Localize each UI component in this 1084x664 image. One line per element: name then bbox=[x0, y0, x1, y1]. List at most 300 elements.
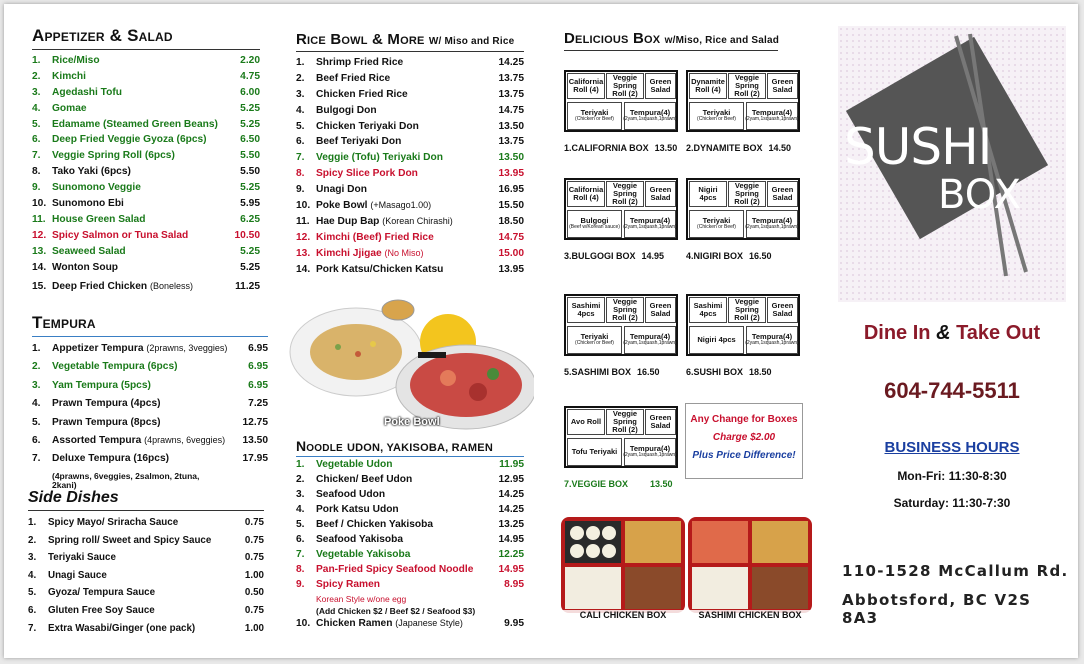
compartment-label: Veggie Spring Roll (2) bbox=[612, 181, 638, 206]
item-name bbox=[52, 417, 243, 428]
item-name-text: Beef Fried Rice bbox=[316, 72, 391, 84]
box-compartment bbox=[624, 210, 676, 238]
dine-in-text: Dine In bbox=[863, 322, 931, 344]
item-name-text: Kimchi bbox=[52, 70, 86, 82]
item-number: 12. bbox=[296, 231, 311, 243]
bento-box-card bbox=[686, 178, 800, 240]
item-name bbox=[316, 105, 499, 116]
item-name-text: Beef Teriyaki Don bbox=[316, 136, 402, 148]
item-price: 16.95 bbox=[498, 184, 524, 196]
compartment-detail: (Chicken or Beef) bbox=[697, 116, 736, 123]
item-price: 0.75 bbox=[244, 552, 264, 564]
box-name: 2.DYNAMITE BOX bbox=[686, 143, 763, 153]
box-compartment bbox=[624, 326, 676, 354]
dine-in-take-out bbox=[838, 322, 1066, 345]
menu-item bbox=[296, 57, 524, 73]
item-price: 13.75 bbox=[498, 88, 524, 100]
compartment-label: Green Salad bbox=[649, 413, 672, 430]
menu-item bbox=[32, 380, 268, 398]
menu-item bbox=[296, 136, 524, 152]
box-compartment bbox=[728, 297, 766, 323]
change-note-line1: Any Change for Boxes bbox=[690, 414, 798, 425]
box-compartment bbox=[645, 73, 676, 99]
compartment-label: Green Salad bbox=[649, 185, 672, 202]
item-price: 14.95 bbox=[498, 534, 524, 545]
menu-item bbox=[296, 184, 524, 200]
item-name bbox=[52, 55, 240, 66]
menu-item bbox=[296, 459, 524, 474]
item-name bbox=[316, 579, 504, 590]
bento-box-card bbox=[564, 406, 678, 468]
box-name: 7.VEGGIE BOX bbox=[564, 479, 629, 489]
item-number: 3. bbox=[32, 86, 41, 98]
compartment-label: Nigiri 4pcs bbox=[697, 335, 736, 345]
compartment-label: California Roll (4) bbox=[568, 77, 604, 94]
item-name bbox=[48, 517, 245, 528]
item-price: 0.75 bbox=[244, 534, 264, 546]
menu-item bbox=[296, 168, 524, 184]
item-name-text: Prawn Tempura (8pcs) bbox=[52, 416, 161, 428]
compartment-label: Veggie Spring Roll (2) bbox=[612, 73, 638, 98]
item-name bbox=[52, 262, 240, 273]
compartment-detail: (Chicken or Beef) bbox=[575, 340, 614, 347]
item-price: 6.95 bbox=[248, 379, 268, 391]
item-name-text: Unagi Don bbox=[316, 184, 367, 196]
menu-item bbox=[32, 182, 260, 198]
address-line2: Abbotsford, BC V2S 8A3 bbox=[842, 591, 1032, 627]
item-number: 4. bbox=[296, 504, 305, 515]
item-number: 9. bbox=[296, 579, 305, 590]
appetizer-section bbox=[32, 26, 260, 297]
item-name-text: Chicken Ramen bbox=[316, 618, 393, 629]
menu-item bbox=[32, 398, 268, 416]
item-price: 13.95 bbox=[498, 168, 524, 180]
item-name-text: Seaweed Salad bbox=[52, 245, 126, 257]
menu-item bbox=[28, 552, 264, 570]
compartment-label: Green Salad bbox=[649, 301, 672, 318]
item-name-text: Chicken Fried Rice bbox=[316, 88, 408, 100]
item-name-text: Gomae bbox=[52, 102, 87, 114]
item-number: 10. bbox=[296, 200, 311, 212]
item-number: 5. bbox=[296, 120, 305, 132]
item-name-text: Unagi Sauce bbox=[48, 569, 107, 581]
item-price: 5.25 bbox=[240, 102, 260, 114]
item-name-text: Seafood Udon bbox=[316, 489, 386, 500]
item-price: 6.95 bbox=[248, 361, 268, 373]
item-name bbox=[52, 380, 248, 391]
noodle-section bbox=[296, 438, 524, 633]
item-number: 4. bbox=[32, 102, 41, 114]
menu-item bbox=[296, 216, 524, 232]
item-number: 4. bbox=[28, 569, 37, 581]
divider bbox=[564, 50, 778, 51]
item-number: 14. bbox=[296, 263, 311, 275]
box-compartment bbox=[567, 326, 622, 354]
box-title-text: Delicious Box bbox=[564, 30, 661, 47]
compartment-label: California Roll (4) bbox=[568, 185, 604, 202]
item-number: 10. bbox=[296, 618, 311, 629]
compartment-label: Teriyaki bbox=[580, 108, 609, 118]
item-note: (No Miso) bbox=[384, 247, 424, 258]
box-compartment bbox=[767, 297, 798, 323]
bento-box-image bbox=[561, 517, 685, 613]
item-name-text: Vegetable Udon bbox=[316, 459, 393, 470]
appetizer-list bbox=[32, 55, 260, 297]
item-name-text: Pork Katsu Udon bbox=[316, 504, 399, 515]
box-price: 14.95 bbox=[641, 251, 665, 261]
menu-item bbox=[32, 361, 268, 379]
item-name-text: Vegetable Tempura (6pcs) bbox=[52, 361, 178, 373]
item-number: 9. bbox=[32, 182, 41, 194]
box-compartment bbox=[567, 438, 622, 466]
item-name bbox=[316, 489, 499, 500]
compartment-label: Tempura(4) bbox=[629, 332, 671, 342]
item-name-text: Sunomono Ebi bbox=[52, 198, 124, 210]
item-name bbox=[52, 103, 240, 114]
menu-item bbox=[296, 200, 524, 216]
menu-item bbox=[296, 549, 524, 564]
item-name bbox=[52, 361, 248, 372]
item-name bbox=[52, 398, 248, 409]
item-number: 6. bbox=[32, 134, 41, 146]
bento-box-card bbox=[686, 294, 800, 356]
item-price: 10.50 bbox=[234, 229, 260, 241]
box-name: 3.BULGOGI BOX bbox=[564, 251, 636, 261]
item-number: 6. bbox=[28, 604, 37, 616]
rice-bowl-section bbox=[296, 31, 524, 279]
compartment-detail: (2yam,1squash,1prawn) bbox=[745, 340, 799, 347]
box-compartment bbox=[645, 409, 676, 435]
item-number: 3. bbox=[28, 552, 37, 564]
menu-item bbox=[32, 246, 260, 262]
compartment-detail: (Chicken or Beef) bbox=[697, 224, 736, 231]
box-title bbox=[564, 30, 814, 47]
divider bbox=[32, 336, 268, 337]
menu-item bbox=[296, 89, 524, 105]
item-name bbox=[316, 618, 504, 629]
item-price: 14.25 bbox=[498, 57, 524, 68]
item-price: 6.25 bbox=[240, 213, 260, 225]
item-name bbox=[316, 232, 499, 243]
item-name-text: Deep Fried Chicken bbox=[52, 281, 148, 293]
item-price: 6.95 bbox=[248, 343, 268, 354]
item-name bbox=[316, 184, 499, 195]
item-price: 13.95 bbox=[498, 263, 524, 275]
bento-box-card bbox=[564, 178, 678, 240]
item-number: 7. bbox=[296, 152, 305, 164]
item-number: 6. bbox=[296, 534, 305, 545]
item-note: (+Masago1.00) bbox=[370, 200, 432, 211]
item-price: 5.25 bbox=[240, 182, 260, 194]
box-compartment bbox=[567, 210, 622, 238]
item-number: 15. bbox=[32, 281, 47, 293]
item-number: 14. bbox=[32, 261, 47, 273]
item-number: 10. bbox=[32, 198, 47, 210]
menu-item bbox=[32, 343, 268, 361]
item-name-text: Vegetable Yakisoba bbox=[316, 549, 411, 560]
logo-text-box: BOX bbox=[938, 172, 1022, 218]
box-name-price bbox=[564, 479, 673, 489]
item-name bbox=[316, 73, 499, 84]
ramen-note-style: Korean Style w/one egg bbox=[316, 594, 407, 604]
item-price: 8.95 bbox=[504, 579, 524, 590]
item-price: 14.75 bbox=[498, 231, 524, 243]
item-price: 13.25 bbox=[498, 519, 524, 530]
item-name-text: Spicy Slice Pork Don bbox=[316, 168, 418, 180]
item-name-text: Hae Dup Bap bbox=[316, 215, 380, 227]
menu-item bbox=[28, 570, 264, 588]
compartment-detail: (2yam,1squash,1prawn) bbox=[745, 224, 799, 231]
item-number: 7. bbox=[32, 453, 41, 465]
item-name bbox=[52, 119, 240, 130]
item-name-text: Appetizer Tempura bbox=[52, 343, 144, 354]
item-price: 13.75 bbox=[498, 136, 524, 148]
item-number: 6. bbox=[32, 434, 41, 446]
menu-item bbox=[32, 453, 268, 471]
item-name bbox=[52, 198, 240, 209]
business-hours-title: BUSINESS HOURS bbox=[884, 439, 1020, 456]
logo-text-sushi: SUSHI bbox=[844, 118, 992, 176]
item-name bbox=[52, 246, 240, 257]
phone-number[interactable]: 604-744-5511 bbox=[884, 378, 1020, 403]
menu-item bbox=[32, 262, 260, 278]
menu-item bbox=[32, 150, 260, 166]
item-price: 5.25 bbox=[240, 245, 260, 257]
box-compartment bbox=[567, 297, 605, 323]
item-name-text: Assorted Tempura bbox=[52, 434, 142, 446]
item-price: 0.50 bbox=[244, 587, 264, 599]
compartment-detail: (Chicken or Beef) bbox=[575, 116, 614, 123]
item-price: 1.00 bbox=[244, 622, 264, 634]
item-name-text: Kimchi Jjigae bbox=[316, 247, 382, 259]
sushi-box-logo bbox=[838, 26, 1066, 302]
item-name-text: Beef / Chicken Yakisoba bbox=[316, 519, 434, 530]
menu-item bbox=[296, 489, 524, 504]
sashimi-chicken-box-caption: SASHIMI CHICKEN BOX bbox=[688, 610, 812, 620]
item-note: (Japanese Style) bbox=[395, 618, 463, 628]
compartment-label: Teriyaki bbox=[702, 216, 731, 226]
item-name bbox=[316, 168, 499, 179]
item-number: 7. bbox=[28, 622, 37, 634]
bento-box-card bbox=[564, 70, 678, 132]
item-name-text: Agedashi Tofu bbox=[52, 86, 122, 98]
item-name bbox=[316, 564, 499, 575]
fried-rice-and-poke-bowl-image bbox=[288, 292, 534, 432]
box-name-price bbox=[564, 367, 660, 377]
item-name-text: Prawn Tempura (4pcs) bbox=[52, 398, 161, 410]
compartment-label: Green Salad bbox=[771, 185, 794, 202]
item-number: 3. bbox=[32, 379, 41, 391]
box-compartment bbox=[689, 73, 727, 99]
item-price: 5.25 bbox=[240, 118, 260, 130]
item-name-text: Chicken/ Beef Udon bbox=[316, 474, 413, 485]
compartment-label: Tofu Teriyaki bbox=[571, 447, 618, 457]
item-number: 5. bbox=[32, 416, 41, 428]
menu-item bbox=[32, 230, 260, 246]
menu-item bbox=[296, 504, 524, 519]
noodle-list bbox=[296, 459, 524, 633]
item-name-text: Deep Fried Veggie Gyoza (6pcs) bbox=[52, 134, 207, 146]
item-price: 17.95 bbox=[242, 453, 268, 465]
menu-item bbox=[28, 517, 264, 535]
item-price: 13.50 bbox=[498, 120, 524, 132]
ampersand: & bbox=[936, 322, 951, 344]
compartment-label: Tempura(4) bbox=[751, 332, 793, 342]
item-name-text: Wonton Soup bbox=[52, 261, 119, 273]
menu-item bbox=[296, 519, 524, 534]
item-number: 1. bbox=[32, 55, 41, 66]
compartment-label: Tempura(4) bbox=[751, 108, 793, 118]
box-compartment bbox=[689, 210, 744, 238]
menu-item bbox=[296, 73, 524, 89]
menu-item bbox=[296, 618, 524, 633]
item-name-text: Deluxe Tempura (16pcs) bbox=[52, 453, 170, 465]
compartment-label: Veggie Spring Roll (2) bbox=[612, 297, 638, 322]
item-price: 5.25 bbox=[240, 261, 260, 273]
box-compartment bbox=[728, 181, 766, 207]
item-name bbox=[52, 134, 240, 145]
menu-item bbox=[296, 474, 524, 489]
item-name-text: Veggie (Tofu) Teriyaki Don bbox=[316, 152, 443, 164]
item-name bbox=[48, 535, 245, 546]
item-number: 8. bbox=[296, 168, 305, 180]
item-name bbox=[52, 453, 243, 464]
side-dishes-list bbox=[28, 517, 264, 640]
box-subtitle: w/Miso, Rice and Salad bbox=[664, 35, 780, 46]
item-price: 6.50 bbox=[240, 134, 260, 146]
item-number: 13. bbox=[32, 245, 47, 257]
menu-item bbox=[296, 534, 524, 549]
item-name-text: Spicy Salmon or Tuna Salad bbox=[52, 229, 189, 241]
compartment-detail: (2yam,1squash,1prawn) bbox=[623, 340, 677, 347]
compartment-label: Tempura(4) bbox=[629, 108, 671, 118]
compartment-label: Nigiri 4pcs bbox=[698, 185, 718, 202]
cali-chicken-box-caption: CALI CHICKEN BOX bbox=[561, 610, 685, 620]
box-compartment bbox=[624, 102, 676, 130]
compartment-detail: (2yam,1squash,1prawn) bbox=[623, 224, 677, 231]
box-compartment bbox=[606, 409, 644, 435]
item-number: 3. bbox=[296, 489, 305, 500]
rice-photo bbox=[288, 292, 534, 432]
item-name-text: Pork Katsu/Chicken Katsu bbox=[316, 263, 444, 275]
item-price: 0.75 bbox=[244, 604, 264, 616]
menu-item bbox=[296, 152, 524, 168]
tempura-title: Tempura bbox=[32, 313, 96, 332]
bento-box-card bbox=[564, 294, 678, 356]
item-price: 12.75 bbox=[242, 416, 268, 428]
compartment-label: Veggie Spring Roll (2) bbox=[734, 181, 760, 206]
box-compartment bbox=[567, 181, 605, 207]
menu-item bbox=[32, 87, 260, 103]
compartment-label: Bulgogi bbox=[580, 216, 609, 226]
box-compartment bbox=[567, 102, 622, 130]
item-price: 14.25 bbox=[498, 504, 524, 515]
menu-item bbox=[28, 605, 264, 623]
menu-item bbox=[32, 166, 260, 182]
tempura-section bbox=[32, 313, 268, 490]
box-compartment bbox=[746, 326, 798, 354]
item-name bbox=[52, 230, 235, 241]
noodle-title-text: Noodle bbox=[296, 438, 343, 454]
item-name bbox=[316, 89, 499, 100]
poke-bowl-caption: Poke Bowl bbox=[384, 416, 440, 428]
menu-item bbox=[296, 105, 524, 121]
item-price: 5.50 bbox=[240, 166, 260, 178]
item-price: 6.00 bbox=[240, 86, 260, 98]
item-name-text: Poke Bowl bbox=[316, 200, 368, 212]
item-price: 13.50 bbox=[498, 152, 524, 164]
box-compartment bbox=[767, 73, 798, 99]
box-compartment bbox=[689, 102, 744, 130]
item-note: (4prawns, 6veggies) bbox=[144, 434, 226, 445]
item-name-text: Spicy Ramen bbox=[316, 579, 380, 590]
menu-item bbox=[32, 281, 260, 297]
item-price: 13.50 bbox=[242, 434, 268, 446]
change-note-line3: Plus Price Difference! bbox=[692, 450, 796, 461]
item-price: 14.25 bbox=[498, 489, 524, 500]
side-dishes-title: Side Dishes bbox=[28, 489, 119, 506]
box-compartment bbox=[645, 297, 676, 323]
item-number: 2. bbox=[32, 361, 41, 373]
compartment-label: Green Salad bbox=[771, 77, 794, 94]
rice-title bbox=[296, 31, 524, 48]
item-name bbox=[48, 587, 245, 598]
item-name bbox=[316, 519, 499, 530]
box-price: 13.50 bbox=[654, 143, 678, 153]
compartment-label: Green Salad bbox=[649, 77, 672, 94]
item-name-text: Gluten Free Soy Sauce bbox=[48, 604, 155, 616]
item-name-text: Spring roll/ Sweet and Spicy Sauce bbox=[48, 534, 212, 546]
item-number: 8. bbox=[296, 564, 305, 575]
box-price: 13.50 bbox=[650, 479, 673, 489]
menu-item bbox=[28, 535, 264, 553]
item-name-text: Seafood Yakisoba bbox=[316, 534, 404, 545]
item-name bbox=[52, 281, 235, 292]
item-number: 2. bbox=[28, 534, 37, 546]
item-name-text: Yam Tempura (5pcs) bbox=[52, 379, 151, 391]
item-detail: (4prawns, 6veggies, 2salmon, 2tuna, 2kani) bbox=[52, 470, 200, 491]
compartment-label: Tempura(4) bbox=[629, 216, 671, 226]
item-name-text: Chicken Teriyaki Don bbox=[316, 120, 419, 132]
box-name: 4.NIGIRI BOX bbox=[686, 251, 744, 261]
item-name bbox=[48, 552, 245, 563]
hours-weekday: Mon-Fri: 11:30-8:30 bbox=[897, 469, 1007, 483]
compartment-label: Veggie Spring Roll (2) bbox=[734, 73, 760, 98]
compartment-label: Teriyaki bbox=[580, 332, 609, 342]
compartment-label: Teriyaki bbox=[702, 108, 731, 118]
item-number: 11. bbox=[32, 213, 46, 225]
item-name bbox=[48, 570, 245, 581]
item-name bbox=[52, 87, 240, 98]
box-price: 14.50 bbox=[768, 143, 792, 153]
item-name bbox=[48, 623, 245, 634]
item-number: 13. bbox=[296, 247, 311, 259]
item-name-text: Sunomono Veggie bbox=[52, 182, 141, 194]
compartment-detail: (2yam,1squash,1prawn) bbox=[745, 116, 799, 123]
item-price: 11.95 bbox=[499, 459, 524, 470]
item-number: 3. bbox=[296, 88, 305, 100]
box-compartment bbox=[606, 73, 644, 99]
compartment-label: Sashimi 4pcs bbox=[571, 301, 601, 318]
box-compartment bbox=[689, 326, 744, 354]
item-name bbox=[316, 152, 499, 163]
item-price: 9.95 bbox=[504, 618, 524, 629]
menu-item bbox=[296, 121, 524, 137]
item-name-text: Pan-Fried Spicy Seafood Noodle bbox=[316, 564, 474, 575]
item-price: 15.50 bbox=[498, 200, 524, 212]
item-number: 4. bbox=[32, 398, 41, 410]
divider bbox=[28, 510, 264, 511]
